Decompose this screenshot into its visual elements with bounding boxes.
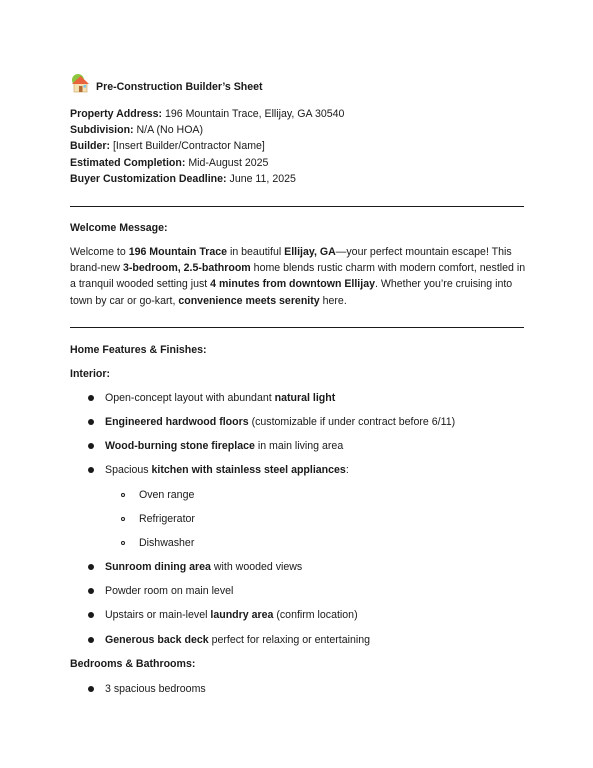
bullet-icon [88,419,94,425]
bullet-icon [88,467,94,473]
bullet-icon [88,395,94,401]
bullet-icon [88,443,94,449]
completion-line: Estimated Completion: Mid-August 2025 [70,157,269,169]
interior-heading: Interior: [70,368,111,380]
bullet-icon [88,564,94,570]
bullet-icon [88,612,94,618]
builder-line: Builder: [Insert Builder/Contractor Name] [70,140,265,152]
subdivision-line: Subdivision: N/A (No HOA) [70,124,204,136]
title-row [70,72,263,94]
address-line: Property Address: 196 Mountain Trace, Ellijay, GA 30540 [70,108,345,120]
bullet-icon [88,637,94,643]
welcome-paragraph: Welcome to 196 Mountain Trace in beautiful Ellijay, GA—your perfect mountain escape! This brand-new 3-bedroom, 2.5-bathroom home blends rustic charm with modern comfort, nestled in a tranquil wooded setting just 4 minutes from downtown Ellijay. Whether you’re cruising into town by car or go-kart, convenience meets serenity here. [70,246,526,307]
divider [70,327,524,328]
divider [70,206,524,207]
circle-bullet-icon [121,541,125,545]
list-item: Open-concept layout with abundant natural light [105,392,336,404]
list-item: Powder room on main level [105,585,234,597]
circle-bullet-icon [121,517,125,521]
list-item: Spacious kitchen with stainless steel appliances: [105,464,349,476]
sub-list-item: Refrigerator [139,513,195,525]
page-title: Pre-Construction Builder’s Sheet [96,81,263,93]
sub-list-item: Oven range [139,489,195,501]
features-heading: Home Features & Finishes: [70,344,207,356]
bullet-icon [88,686,94,692]
circle-bullet-icon [121,493,125,497]
list-item: Engineered hardwood floors (customizable if under contract before 6/11) [105,416,456,428]
list-item: Upstairs or main-level laundry area (confirm location) [105,609,358,621]
bedrooms-heading: Bedrooms & Bathrooms: [70,658,196,670]
welcome-heading: Welcome Message: [70,222,168,234]
sub-list-item: Dishwasher [139,537,195,549]
list-item: Generous back deck perfect for relaxing or entertaining [105,634,370,646]
list-item: Wood-burning stone fireplace in main living area [105,440,344,452]
bullet-icon [88,588,94,594]
list-item: 3 spacious bedrooms [105,683,206,695]
list-item: Sunroom dining area with wooded views [105,561,303,573]
deadline-line: Buyer Customization Deadline: June 11, 2025 [70,173,296,185]
house-icon [70,72,92,94]
